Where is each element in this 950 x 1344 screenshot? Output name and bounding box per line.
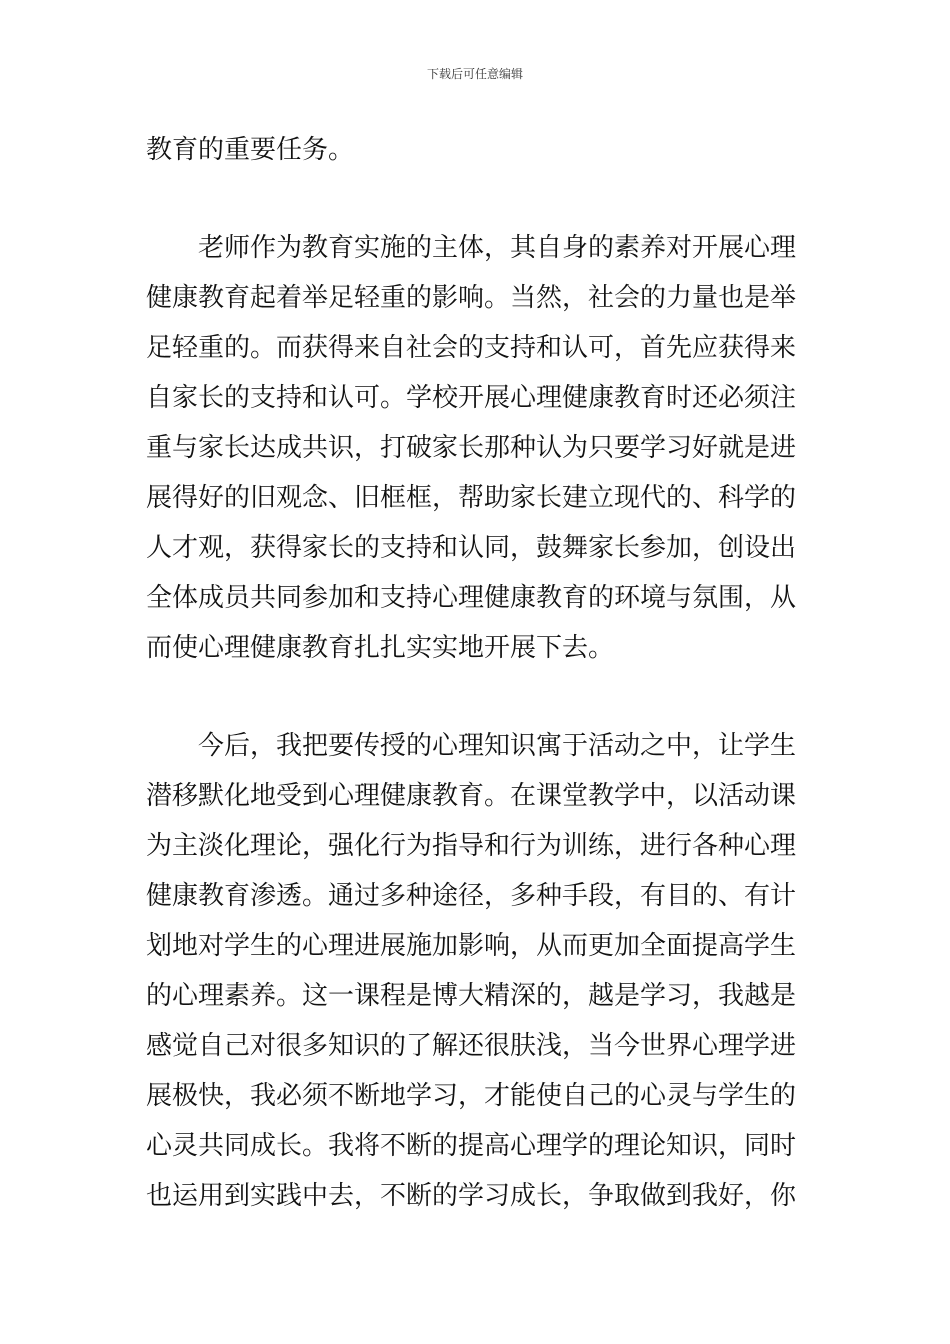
text-line: 展极快，我必须不断地学习，才能使自己的心灵与学生的 bbox=[146, 1081, 797, 1111]
text-line: 划地对学生的心理进展施加影响，从而更加全面提高学生 bbox=[146, 931, 797, 961]
text-line: 健康教育起着举足轻重的影响。当然，社会的力量也是举 bbox=[146, 283, 797, 313]
text-line: 也运用到实践中去，不断的学习成长，争取做到我好，你 bbox=[146, 1181, 797, 1211]
text-line: 全体成员共同参加和支持心理健康教育的环境与氛围，从 bbox=[146, 583, 797, 613]
text-line: 老师作为教育实施的主体，其自身的素养对开展心理 bbox=[198, 233, 797, 263]
text-line: 而使心理健康教育扎扎实实地开展下去。 bbox=[146, 633, 615, 663]
text-line: 重与家长达成共识，打破家长那种认为只要学习好就是进 bbox=[146, 433, 797, 463]
text-line: 为主淡化理论，强化行为指导和行为训练，进行各种心理 bbox=[146, 831, 797, 861]
text-line: 自家长的支持和认可。学校开展心理健康教育时还必须注 bbox=[146, 383, 797, 413]
text-line: 展得好的旧观念、旧框框，帮助家长建立现代的、科学的 bbox=[146, 483, 797, 513]
text-line: 的心理素养。这一课程是博大精深的，越是学习，我越是 bbox=[146, 981, 797, 1011]
text-line: 教育的重要任务。 bbox=[146, 135, 355, 165]
text-line: 今后，我把要传授的心理知识寓于活动之中，让学生 bbox=[198, 731, 797, 761]
text-line: 健康教育渗透。通过多种途径，多种手段，有目的、有计 bbox=[146, 881, 797, 911]
header-note: 下载后可任意编辑 bbox=[426, 67, 523, 81]
text-line: 潜移默化地受到心理健康教育。在课堂教学中，以活动课 bbox=[146, 781, 797, 811]
text-line: 心灵共同成长。我将不断的提高心理学的理论知识，同时 bbox=[146, 1131, 797, 1161]
text-line: 人才观，获得家长的支持和认同，鼓舞家长参加，创设出 bbox=[146, 533, 797, 563]
text-line: 足轻重的。而获得来自社会的支持和认可，首先应获得来 bbox=[146, 333, 797, 363]
text-line: 感觉自己对很多知识的了解还很肤浅，当今世界心理学进 bbox=[146, 1031, 797, 1061]
